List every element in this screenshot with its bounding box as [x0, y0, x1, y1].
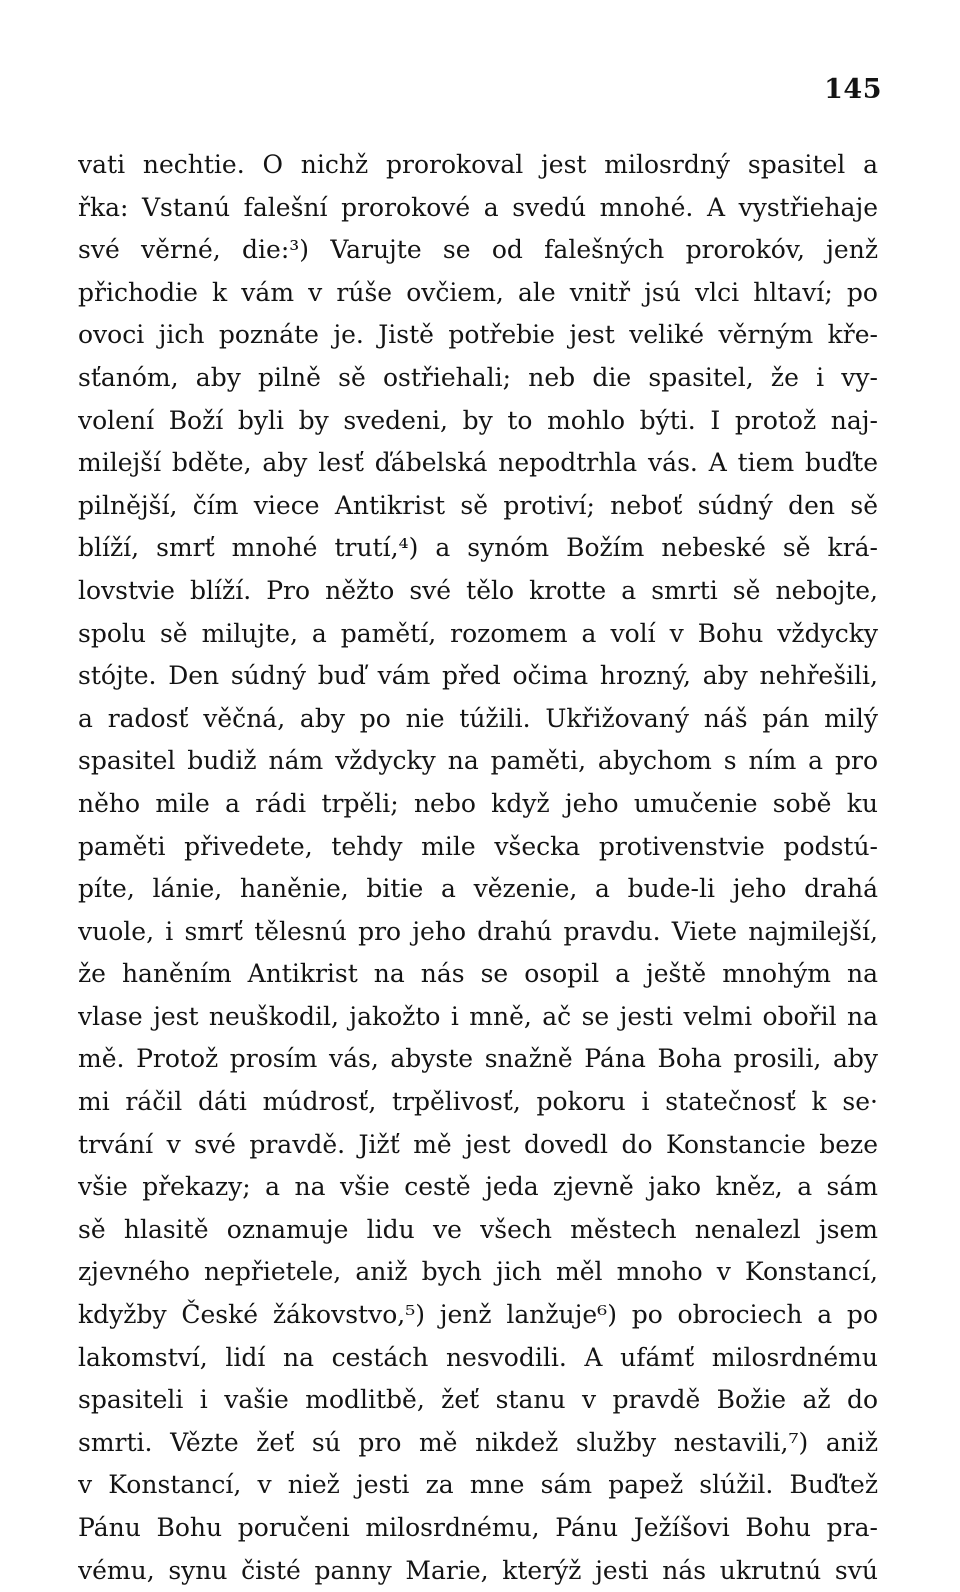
text-line: sťanóm, aby pilně sě ostřiehali; neb die spasitel, že i vy- — [78, 362, 878, 392]
text-line: lovstvie blíží. Pro něžto své tělo krotte a smrti sě nebojte, — [78, 575, 878, 605]
text-line: něho mile a rádi trpěli; nebo když jeho umučenie sobě ku — [78, 788, 878, 818]
text-line: sě hlasitě oznamuje lidu ve všech městech nenalezl jsem — [78, 1214, 878, 1244]
text-line: stójte. Den súdný buď vám před očima hrozný, aby nehřešili, — [78, 661, 878, 691]
text-line: smrti. Vězte žeť sú pro mě nikdež služby nestavili,⁷) aniž — [78, 1427, 878, 1457]
text-line: paměti přivedete, tehdy mile všecka protivenstvie podstú- — [78, 831, 878, 861]
text-line: píte, lánie, haněnie, bitie a vězenie, a bude-li jeho drahá — [78, 874, 878, 904]
text-line: že haněním Antikrist na nás se osopil a ještě mnohým na — [78, 959, 878, 989]
text-line: pilnější, čím viece Antikrist sě protiví; neboť súdný den sě — [78, 490, 878, 520]
text-line: přichodie k vám v rúše ovčiem, ale vnitř jsú vlci hltaví; po — [78, 277, 878, 307]
page-number: 145 — [824, 74, 882, 105]
text-line: Pánu Bohu poručeni milosrdnému, Pánu Ježíšovi Bohu pra- — [78, 1513, 878, 1542]
text-line: spasiteli i vašie modlitbě, žeť stanu v pravdě Božie až do — [78, 1385, 878, 1415]
text-line: mi ráčil dáti múdrosť, trpělivosť, pokoru i statečnosť k se· — [78, 1087, 878, 1117]
text-line: milejší bděte, aby lesť ďábelská nepodtrhla vás. A tiem buďte — [78, 448, 878, 478]
text-line: ovoci jich poznáte je. Jistě potřebie jest veliké věrným kře- — [78, 320, 878, 350]
text-line: a radosť věčná, aby po nie túžili. Ukřižovaný náš pán milý — [78, 703, 878, 733]
text-line: vati nechtie. O nichž prorokoval jest milosrdný spasitel a — [78, 150, 878, 179]
text-line: mě. Protož prosím vás, abyste snažně Pána Boha prosili, aby — [78, 1044, 878, 1074]
body-text — [78, 144, 878, 1592]
text-line: své věrné, die:³) Varujte se od falešných prorokóv, jenž — [78, 235, 878, 265]
text-line: trvání v své pravdě. Jižť mě jest dovedl do Konstancie beze — [78, 1129, 878, 1159]
text-line: kdyžby České žákovstvo,⁵) jenž lanžuje⁶) po obrociech a po — [78, 1300, 878, 1330]
text-line: blíží, smrť mnohé trutí,⁴) a synóm Božím nebeské sě krá- — [78, 533, 878, 563]
text-line: spasitel budiž nám vždycky na paměti, abychom s ním a pro — [78, 746, 878, 776]
text-line: vlase jest neuškodil, jakožto i mně, ač se jesti velmi obořil na — [78, 1001, 878, 1031]
text-line: řka: Vstanú falešní prorokové a svedú mnohé. A vystřiehaje — [78, 192, 878, 222]
text-line: lakomství, lidí na cestách nesvodili. A ufámť milosrdnému — [78, 1342, 878, 1372]
text-line: zjevného nepřietele, aniž bych jich měl mnoho v Konstancí, — [78, 1257, 878, 1287]
text-line: vému, synu čisté panny Marie, kterýž jesti nás ukrutnú svú — [78, 1555, 878, 1585]
text-line: všie překazy; a na všie cestě jeda zjevně jako kněz, a sám — [78, 1172, 878, 1202]
text-line: v Konstancí, v niež jesti za mne sám papež slúžil. Buďtež — [78, 1470, 878, 1500]
text-line: vuole, i smrť tělesnú pro jeho drahú pravdu. Viete najmilejší, — [78, 916, 878, 946]
text-line: volení Boží byli by svedeni, by to mohlo býti. I protož naj- — [78, 405, 878, 435]
text-line: spolu sě milujte, a pamětí, rozomem a volí v Bohu vždycky — [78, 618, 878, 648]
